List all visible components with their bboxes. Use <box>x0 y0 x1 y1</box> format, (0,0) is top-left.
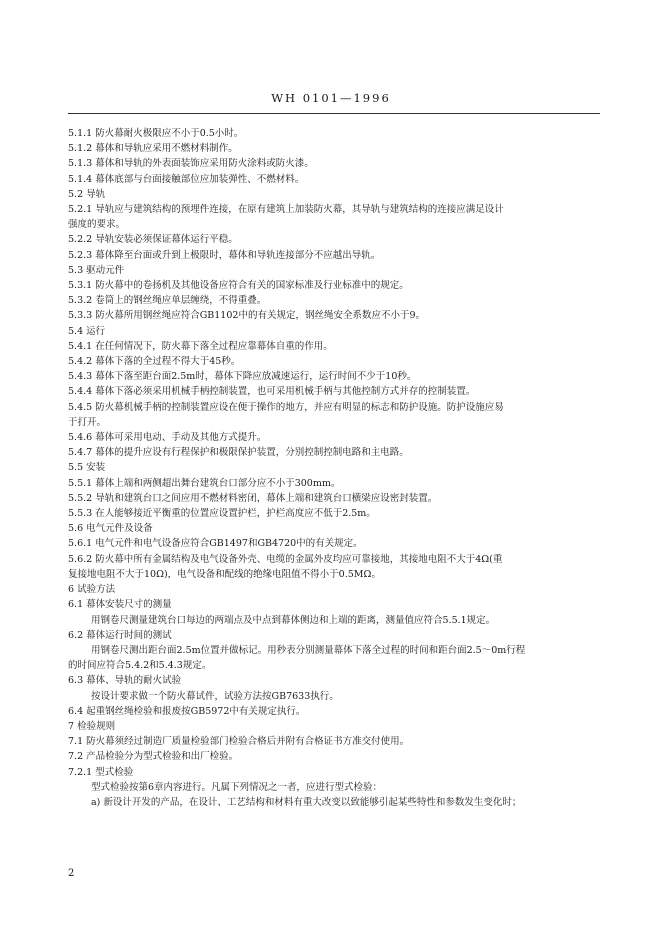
document-line: 5.4.5 防火幕机械手柄的控制装置应设在便于操作的地方，并应有明显的标志和防护设施。防护设施应易 <box>68 401 504 413</box>
document-line: 用钢卷尺测量建筑台口每边的两端点及中点到幕体侧边和上端的距离，测量值应符合5.5.1规定。 <box>91 614 496 626</box>
document-line: 5.3 驱动元件 <box>68 264 125 276</box>
document-line: 5.6 电气元件及设备 <box>68 523 153 535</box>
document-line: 5.5.3 在人能够接近平衡重的位置应设置护栏，护栏高度应不低于2.5m。 <box>68 508 376 520</box>
document-line: 强度的要求。 <box>68 219 126 231</box>
document-line: 6.1 幕体安装尺寸的测量 <box>68 599 172 611</box>
document-line: 6.4 起重钢丝绳检验和报废按GB5972中有关规定执行。 <box>68 705 306 717</box>
document-line: 5.2.2 导轨安装必须保证幕体运行平稳。 <box>68 234 238 246</box>
document-line: 7 检验规则 <box>68 720 116 732</box>
document-line: 5.1.2 幕体和导轨应采用不燃材料制作。 <box>68 143 238 155</box>
document-line: 7.2 产品检验分为型式检验和出厂检验。 <box>68 751 239 763</box>
document-line: 6.3 幕体、导轨的耐火试验 <box>68 675 182 687</box>
document-line: 5.3.2 卷筒上的钢丝绳应单层缠绕，不得重叠。 <box>68 295 267 307</box>
document-line: 5.2.1 导轨应与建筑结构的预埋件连接，在原有建筑上加装防火幕，其导轨与建筑结构的连接应满足设计 <box>68 204 504 216</box>
document-line: 5.4.6 幕体可采用电动、手动及其他方式提升。 <box>68 432 267 444</box>
document-line: 5.5.2 导轨和建筑台口之间应用不燃材料密闭，幕体上端和建筑台口横梁应设密封装置。 <box>68 492 438 504</box>
document-line: 5.2 导轨 <box>68 188 106 200</box>
document-line: 5.4 运行 <box>68 325 106 337</box>
document-line: 5.6.2 防火幕中所有金属结构及电气设备外壳、电缆的金属外皮均应可靠接地，其接地电阻不大于4Ω(重 <box>68 553 503 565</box>
document-line: 5.3.3 防火幕所用钢丝绳应符合GB1102中的有关规定，钢丝绳安全系数应不小于9。 <box>68 310 425 322</box>
document-line: 5.5.1 幕体上端和两侧超出舞台建筑台口部分应不小于300mm。 <box>68 477 341 489</box>
document-line: 复接地电阻不大于10Ω)，电气设备和配线的绝缘电阻值不得小于0.5MΩ。 <box>68 568 381 580</box>
document-line: a) 新设计开发的产品，在设计、工艺结构和材料有重大改变以致能够引起某些特性和参数发生变化时； <box>91 796 522 808</box>
document-line: 型式检验按第6章内容进行。凡属下列情况之一者，应进行型式检验： <box>91 781 383 793</box>
document-line: 5.4.3 幕体下落至距台面2.5m时，幕体下降应放减速运行，运行时间不少于10秒。 <box>68 371 417 383</box>
standard-code-header: WH 0101—1996 <box>271 91 391 105</box>
document-line: 5.1.4 幕体底部与台面接触部位应加装弹性、不燃材料。 <box>68 173 305 185</box>
document-line: 的时间应符合5.4.2和5.4.3规定。 <box>68 660 212 672</box>
header-rule <box>68 113 600 114</box>
document-line: 5.4.2 幕体下落的全过程不得大于45秒。 <box>68 356 241 368</box>
document-body <box>68 126 600 810</box>
document-line: 5.4.7 幕体的提升应设有行程保护和极限保护装置，分别控制控制电路和主电路。 <box>68 447 409 459</box>
document-line: 5.4.1 在任何情况下，防火幕下落全过程应靠幕体自重的作用。 <box>68 340 333 352</box>
document-line: 6.2 幕体运行时间的测试 <box>68 629 172 641</box>
document-line: 5.5 安装 <box>68 462 106 474</box>
document-line: 按设计要求做一个防火幕试件，试验方法按GB7633执行。 <box>91 690 339 702</box>
document-line: 5.6.1 电气元件和电气设备应符合GB1497和GB4720中的有关规定。 <box>68 538 363 550</box>
document-line: 6 试验方法 <box>68 584 116 596</box>
document-line: 7.1 防火幕须经过制造厂质量检验部门检验合格后并附有合格证书方准交付使用。 <box>68 736 410 748</box>
document-line: 5.2.3 幕体降至台面或升到上极限时，幕体和导轨连接部分不应越出导轨。 <box>68 249 381 261</box>
document-line: 用钢卷尺测出距台面2.5m位置并做标记。用秒表分别测量幕体下落全过程的时间和距台面2.5～0m行程 <box>91 644 526 656</box>
page-number: 2 <box>68 868 75 879</box>
document-line: 于打开。 <box>68 416 107 428</box>
document-line: 7.2.1 型式检验 <box>68 766 134 778</box>
document-line: 5.3.1 防火幕中的卷扬机及其他设备应符合有关的国家标准及行业标准中的规定。 <box>68 280 409 292</box>
document-line: 5.1.1 防火幕耐火极限应不小于0.5小时。 <box>68 128 244 139</box>
document-line: 5.4.4 幕体下落必须采用机械手柄控制装置，也可采用机械手柄与其他控制方式并存的控制装置。 <box>68 386 476 398</box>
document-line: 5.1.3 幕体和导轨的外表面装饰应采用防火涂料或防火漆。 <box>68 158 314 170</box>
